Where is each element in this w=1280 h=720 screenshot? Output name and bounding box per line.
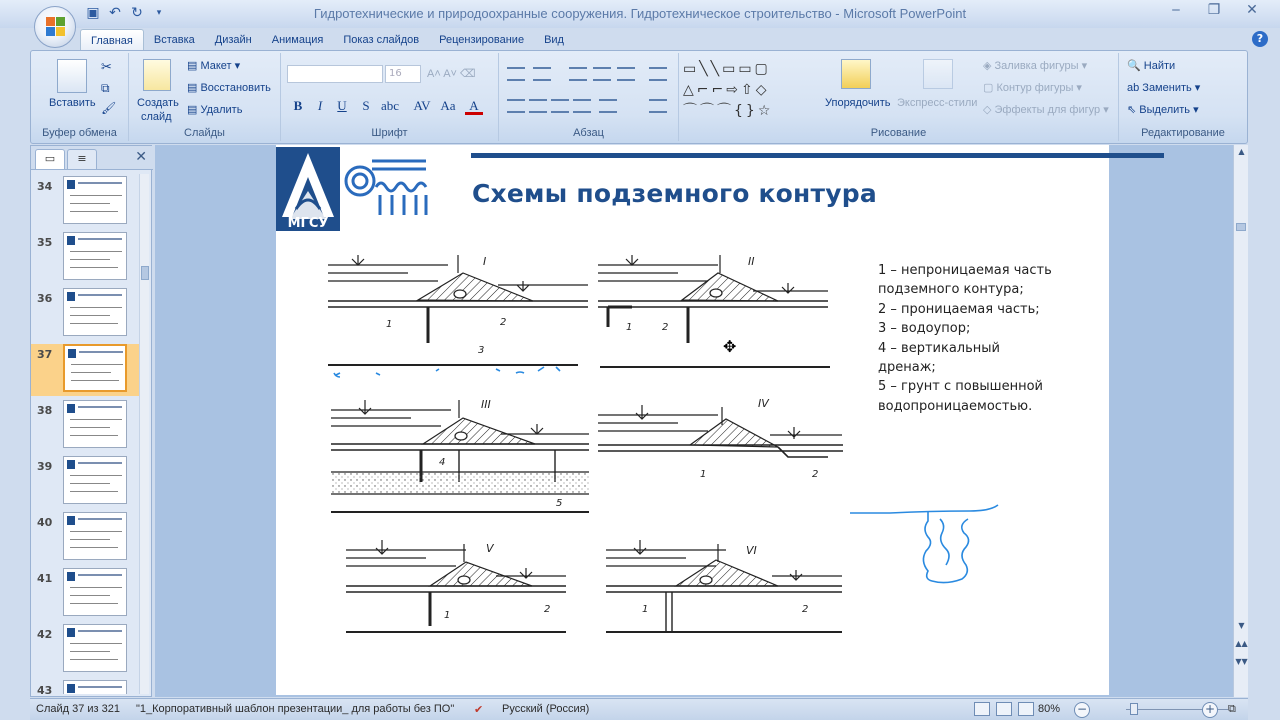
scheme-I-num-2: 2 — [500, 317, 507, 328]
language-indicator[interactable]: Русский (Россия) — [502, 703, 590, 715]
replace-label: Заменить — [1142, 82, 1192, 94]
slide-thumbnail-preview — [63, 344, 127, 392]
scheme-II-label: II — [748, 255, 755, 268]
scheme-V-num-1: 1 — [444, 610, 451, 621]
select-label: Выделить — [1139, 104, 1191, 116]
change-case-icon[interactable]: Aa — [440, 98, 456, 113]
template-name: "1_Корпоративный шаблон презентации_ для работы без ПО" — [136, 703, 455, 715]
scheme-III-label: III — [481, 398, 491, 411]
group-label-drawing: Рисование — [870, 127, 927, 139]
shapes-gallery[interactable]: ▭╲╲▭▭▢ △⌐⌐⇨⇧◇ ⌒⌒⌒{}☆ — [683, 61, 774, 119]
slide-thumbnail-number: 38 — [37, 404, 53, 417]
reset-label: Восстановить — [200, 82, 271, 94]
tab-home[interactable]: Главная — [80, 29, 144, 51]
maximize-icon[interactable]: ❐ — [1207, 2, 1221, 18]
tab-animation[interactable]: Анимация — [271, 34, 324, 46]
layout-button[interactable]: ▤ Макет ▾ — [187, 60, 241, 72]
increase-indent-icon[interactable] — [593, 67, 611, 81]
zoom-level[interactable]: 80% — [1038, 703, 1061, 715]
new-slide-button-line1[interactable]: Создать — [137, 97, 179, 109]
redo-icon[interactable]: ↻ — [131, 5, 143, 21]
next-slide-icon[interactable]: ▼▼ — [1235, 657, 1248, 666]
zoom-in-icon[interactable]: + — [1202, 702, 1218, 718]
slide-thumbnail[interactable] — [31, 232, 139, 284]
select-button[interactable]: ⇖ Выделить ▾ — [1127, 104, 1199, 116]
slide-thumbnail-preview — [63, 232, 127, 280]
slide-thumbnail-number: 35 — [37, 236, 53, 249]
shape-effects-button[interactable]: ◇ Эффекты для фигур ▾ — [983, 104, 1109, 116]
tab-outline-icon[interactable]: ≡ — [67, 149, 97, 169]
scheme-IV-num-2: 2 — [812, 469, 819, 480]
format-painter-icon[interactable]: 🖌 — [101, 101, 117, 115]
legend-line: 2 – проницаемая часть; — [878, 301, 1040, 317]
spellcheck-icon[interactable]: ✔ — [474, 704, 484, 716]
slide-thumbnail-number: 42 — [37, 628, 53, 641]
title-rule — [471, 153, 1164, 158]
group-paragraph — [499, 53, 679, 141]
move-cursor-icon: ✥ — [723, 337, 737, 356]
font-name-field[interactable] — [287, 65, 383, 83]
slide-thumbnail-preview — [63, 568, 127, 616]
delete-label: Удалить — [200, 104, 243, 116]
replace-button[interactable]: ab Заменить ▾ — [1127, 82, 1201, 94]
delete-slide-button[interactable] — [187, 103, 242, 116]
slide-sorter-icon[interactable] — [996, 702, 1012, 716]
shape-outline-button[interactable]: ▢ Контур фигуры ▾ — [983, 82, 1082, 94]
columns-icon[interactable] — [599, 99, 617, 113]
group-label-clipboard: Буфер обмена — [42, 127, 117, 139]
zoom-slider-knob[interactable] — [1130, 703, 1138, 715]
current-slide[interactable] — [276, 145, 1109, 695]
scheme-III — [331, 398, 589, 512]
group-label-editing: Редактирование — [1141, 127, 1225, 139]
slide-thumbnail-number: 40 — [37, 516, 53, 529]
bullets-icon[interactable] — [507, 67, 525, 81]
slide-thumbnail-preview — [63, 456, 127, 504]
group-slides — [129, 53, 281, 141]
reset-icon: ▤ — [187, 82, 201, 94]
select-icon: ⇖ — [1127, 104, 1140, 116]
underline-icon[interactable]: U — [337, 98, 347, 113]
numbering-icon[interactable] — [533, 67, 551, 81]
shape-fill-icon: ◈ — [983, 60, 995, 72]
slides-panel — [30, 145, 152, 697]
scheme-III-num-4: 4 — [439, 457, 446, 468]
slide-thumbnail[interactable] — [31, 680, 139, 694]
fit-to-window-icon[interactable]: ⧉ — [1228, 703, 1236, 715]
legend-line: 1 – непроницаемая часть — [878, 263, 1052, 278]
slide-thumbnail-preview — [63, 288, 127, 336]
customize-qat-icon[interactable]: ▾ — [156, 8, 162, 18]
shape-fill-label: Заливка фигуры — [994, 60, 1079, 72]
group-font — [281, 53, 499, 141]
delete-icon: ▤ — [187, 104, 201, 116]
slide-legend[interactable] — [878, 261, 1088, 416]
arrange-button[interactable]: Упорядочить — [825, 97, 891, 109]
font-color-icon[interactable]: A — [465, 97, 483, 115]
scheme-IV — [598, 397, 843, 480]
find-label: Найти — [1143, 60, 1176, 72]
shape-outline-label: Контур фигуры — [996, 82, 1074, 94]
slide-thumbnail-number: 34 — [37, 180, 53, 193]
title-bar — [0, 0, 1280, 28]
slide-thumbnail-number: 36 — [37, 292, 53, 305]
strikethrough-icon[interactable]: S — [362, 98, 370, 113]
bold-icon[interactable]: B — [293, 98, 303, 113]
slide-thumbnail-number: 43 — [37, 684, 53, 694]
slide-thumbnail-preview — [63, 624, 127, 672]
slide-thumbnail[interactable] — [31, 568, 139, 620]
layout-icon: ▤ — [187, 60, 201, 72]
slideshow-view-icon[interactable] — [1018, 702, 1034, 716]
normal-view-icon[interactable] — [974, 702, 990, 716]
scheme-VI-num-1: 1 — [642, 604, 649, 615]
scheme-V — [346, 540, 566, 632]
scheme-I-num-1: 1 — [386, 319, 393, 330]
align-center-icon[interactable] — [529, 99, 547, 113]
legend-line: подземного контура; — [878, 282, 1024, 298]
find-icon: 🔍 — [1127, 60, 1144, 72]
minimize-icon[interactable]: ‒ — [1171, 2, 1181, 18]
tab-view[interactable]: Вид — [544, 34, 564, 46]
slide-thumbnail-preview — [63, 400, 127, 448]
slide-thumbnail[interactable] — [31, 176, 139, 228]
shape-outline-icon: ▢ — [983, 82, 997, 94]
paste-button[interactable]: Вставить — [49, 97, 96, 109]
font-size-field[interactable]: 16 — [385, 65, 421, 83]
legend-line: 4 – вертикальный — [878, 340, 1000, 356]
underground-contour-schemes — [316, 245, 856, 655]
logo-text: МГСУ — [287, 216, 329, 231]
group-editing — [1119, 53, 1247, 141]
replace-icon: ab — [1127, 82, 1143, 94]
decrease-indent-icon[interactable] — [569, 67, 587, 81]
group-label-slides: Слайды — [184, 127, 225, 139]
office-logo-icon — [46, 17, 66, 37]
slide-thumbnail-preview — [63, 176, 127, 224]
scheme-II — [598, 255, 830, 367]
close-icon[interactable]: ✕ — [1246, 2, 1258, 18]
slide-editing-area — [155, 145, 1233, 697]
office-button[interactable] — [34, 6, 76, 48]
help-icon[interactable]: ? — [1252, 31, 1268, 47]
slide-thumbnail-preview — [63, 680, 127, 694]
slide-thumbnail-number: 37 — [37, 348, 53, 361]
legend-line: 3 – водоупор; — [878, 321, 971, 337]
scroll-down-icon[interactable]: ▼ — [1238, 621, 1245, 630]
quick-styles-icon[interactable] — [923, 59, 953, 89]
slides-panel-tabs — [31, 146, 153, 170]
scheme-V-num-2: 2 — [544, 604, 551, 615]
grow-font-icon[interactable]: A˄ A˅ ⌫ — [427, 68, 476, 80]
tab-slides-icon[interactable]: ▭ — [35, 149, 65, 169]
slide-counter: Слайд 37 из 321 — [36, 703, 120, 715]
slides-panel-scroll-thumb[interactable] — [141, 266, 149, 280]
text-direction-icon[interactable] — [649, 67, 667, 81]
scheme-V-label: V — [486, 542, 494, 555]
scroll-up-icon[interactable]: ▲ — [1238, 147, 1245, 156]
new-slide-button-line2[interactable]: слайд — [141, 111, 172, 123]
ribbon-tabs — [80, 29, 574, 51]
mgsu-logo — [276, 147, 432, 233]
tab-insert[interactable]: Вставка — [153, 34, 195, 46]
pen-sketch-drain — [850, 485, 1010, 595]
scheme-II-num-2: 2 — [662, 322, 669, 333]
layout-label: Макет — [200, 60, 232, 72]
shadow-icon[interactable]: abc — [381, 98, 400, 113]
shape-effects-label: Эффекты для фигур — [994, 104, 1101, 116]
slide-scroll-thumb[interactable] — [1236, 223, 1246, 231]
find-button[interactable] — [1127, 59, 1175, 72]
window-title: Гидротехнические и природоохранные сооружения. Гидротехническое строительство - Microsoft PowerPoint — [313, 6, 967, 21]
status-bar — [30, 698, 1248, 720]
reset-button[interactable] — [187, 81, 271, 94]
new-slide-icon[interactable] — [143, 59, 171, 91]
line-spacing-icon[interactable] — [617, 67, 635, 81]
slide-thumbnail[interactable] — [31, 456, 139, 508]
ribbon — [30, 50, 1248, 144]
zoom-out-icon[interactable]: − — [1074, 702, 1090, 718]
align-right-icon[interactable] — [551, 99, 569, 113]
scheme-VI-num-2: 2 — [802, 604, 809, 615]
cut-icon[interactable]: ✂ — [101, 59, 112, 74]
scheme-VI-label: VI — [746, 544, 757, 557]
scheme-I-num-3: 3 — [478, 345, 485, 356]
scheme-III-num-5: 5 — [556, 498, 563, 509]
char-spacing-icon[interactable]: AV — [413, 98, 431, 113]
tab-review[interactable]: Рецензирование — [439, 34, 525, 46]
shape-effects-icon: ◇ — [983, 104, 995, 116]
italic-icon[interactable]: I — [317, 98, 323, 113]
slides-panel-scrollbar[interactable] — [139, 174, 149, 694]
justify-icon[interactable] — [573, 99, 591, 113]
tab-design[interactable]: Дизайн — [214, 34, 252, 46]
legend-line: водопроницаемостью. — [878, 398, 1033, 414]
align-left-icon[interactable] — [507, 99, 525, 113]
scheme-I — [328, 255, 588, 365]
group-label-font: Шрифт — [371, 127, 408, 139]
group-label-paragraph: Абзац — [573, 127, 604, 139]
window-controls — [1168, 2, 1260, 18]
shape-fill-button[interactable]: ◈ Заливка фигуры ▾ — [983, 60, 1088, 72]
scheme-IV-label: IV — [758, 397, 769, 410]
slide-thumbnail[interactable] — [31, 400, 139, 452]
slide-thumbnail[interactable] — [31, 624, 139, 676]
legend-line: 5 – грунт с повышенной — [878, 379, 1043, 395]
thumbnail-list — [31, 174, 139, 694]
prev-slide-icon[interactable]: ▲▲ — [1235, 639, 1248, 648]
slide-title[interactable]: Схемы подземного контура — [472, 179, 877, 208]
smartart-icon[interactable] — [649, 99, 667, 113]
slide-thumbnail[interactable] — [31, 344, 139, 396]
close-panel-icon[interactable]: ✕ — [135, 149, 147, 165]
slide-thumbnail-preview — [63, 512, 127, 560]
slide-thumbnail-number: 41 — [37, 572, 53, 585]
scheme-II-num-1: 1 — [626, 322, 633, 333]
arrange-icon[interactable] — [841, 59, 871, 89]
save-icon[interactable]: ▣ — [86, 5, 100, 21]
quick-styles-button[interactable]: Экспресс-стили — [897, 97, 978, 109]
tab-slideshow[interactable]: Показ слайдов — [343, 34, 420, 46]
slide-scrollbar[interactable] — [1233, 145, 1248, 697]
undo-icon[interactable]: ↶ — [109, 5, 121, 21]
slide-thumbnail[interactable] — [31, 512, 139, 564]
copy-icon[interactable]: ⧉ — [101, 81, 110, 95]
slide-thumbnail[interactable] — [31, 288, 139, 340]
scheme-IV-num-1: 1 — [700, 469, 707, 480]
group-clipboard — [31, 53, 129, 141]
slide-thumbnail-number: 39 — [37, 460, 53, 473]
paste-icon[interactable] — [57, 59, 87, 93]
legend-line: дренаж; — [878, 360, 936, 376]
scheme-I-label: I — [483, 255, 487, 268]
group-drawing — [679, 53, 1119, 141]
scheme-VI — [606, 540, 842, 632]
